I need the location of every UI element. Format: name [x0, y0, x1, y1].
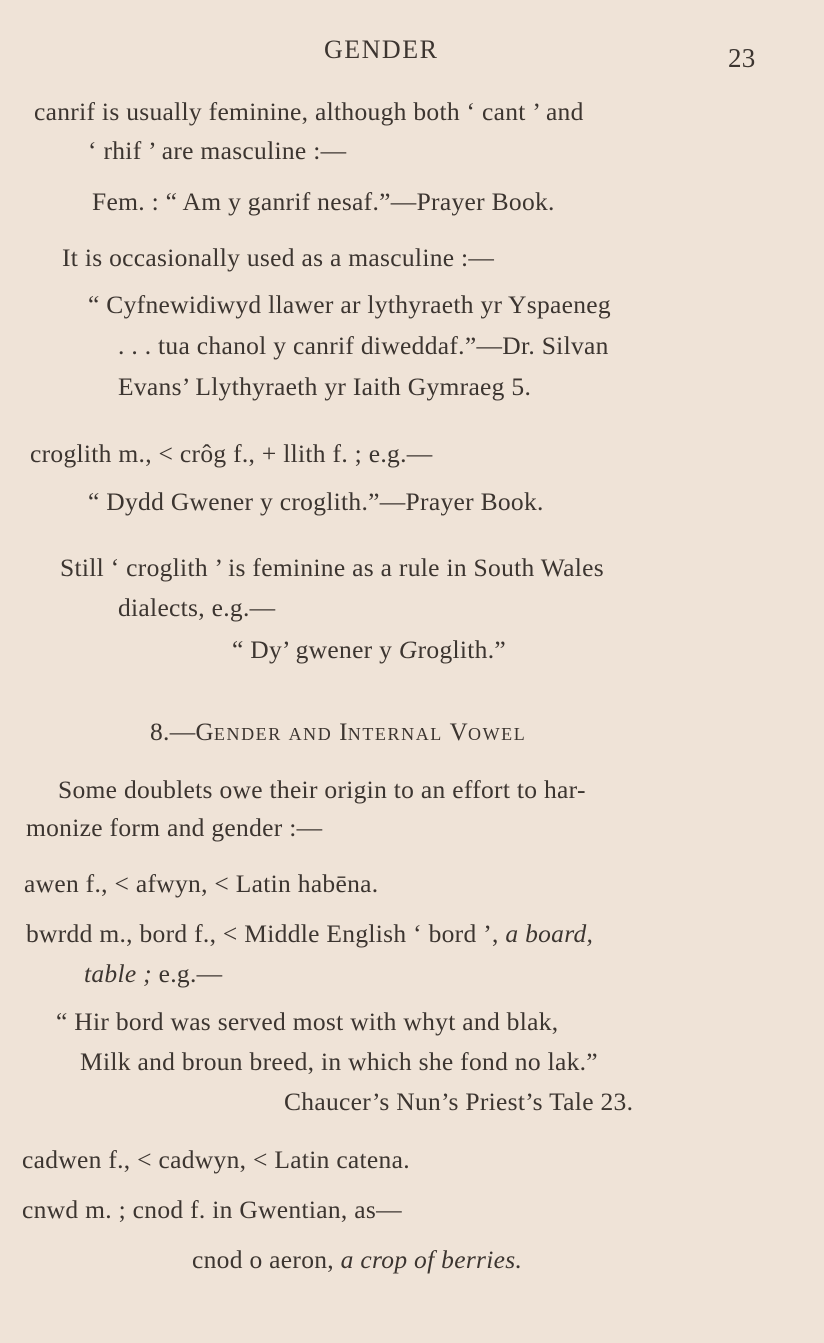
running-header: GENDER [324, 35, 439, 64]
italic-letter: G [398, 635, 418, 664]
entry-text: bwrdd m., bord f., < Middle English ‘ bord ’, [26, 919, 506, 948]
quotation-label: Fem. : [92, 187, 159, 216]
poem-citation: Chaucer’s Nun’s Priest’s Tale 23. [284, 1087, 634, 1116]
gloss: a board, [505, 919, 594, 948]
text-line: It is occasionally used as a masculine :— [62, 243, 495, 272]
quotation-line: . . . tua chanol y canrif diweddaf.”—Dr. Silvan [118, 331, 609, 360]
entry-text: e.g.— [151, 959, 223, 988]
page-number: 23 [728, 43, 756, 73]
quotation-line: “ Cyfnewidiwyd llawer ar lythyraeth yr Yspaeneg [88, 290, 611, 319]
heading-smallcaps: ENDER [213, 724, 282, 744]
example-text: cnod o aeron, [192, 1245, 341, 1274]
heading-smallcaps: NTERNAL [347, 724, 443, 744]
heading-smallcaps: OWEL [467, 724, 527, 744]
quotation-line [92, 186, 555, 218]
heading-smallcaps: AND [288, 724, 333, 744]
section-heading [150, 716, 526, 750]
entry-line [84, 958, 222, 990]
example-line [192, 1244, 522, 1276]
quotation-line: Evans’ Llythyraeth yr Iaith Gymraeg 5. [118, 372, 532, 401]
text-line: Some doublets owe their origin to an effort to har- [58, 775, 586, 804]
text-line: dialects, e.g.— [118, 593, 276, 622]
text-line: ‘ rhif ’ are masculine :— [88, 136, 347, 165]
heading-capital: G [195, 719, 214, 746]
quotation-text: roglith.” [417, 635, 506, 664]
quotation-text: “ Dy’ gwener y [232, 635, 399, 664]
entry-line: cnwd m. ; cnod f. in Gwentian, as— [22, 1195, 402, 1224]
text-line: monize form and gender :— [26, 813, 323, 842]
quotation-text: “ Am y ganrif nesaf.”—Prayer Book. [165, 187, 555, 216]
entry-line: croglith m., < crôg f., + llith f. ; e.g.— [30, 439, 433, 468]
entry-line: cadwen f., < cadwyn, < Latin catena. [22, 1145, 410, 1174]
entry-line: awen f., < afwyn, < Latin habēna. [24, 869, 379, 898]
gloss: a crop of berries. [340, 1245, 523, 1274]
heading-capital: V [449, 719, 468, 746]
quotation-line [232, 634, 506, 666]
entry-line [26, 918, 593, 950]
section-number: 8.— [150, 717, 196, 746]
heading-capital: I [339, 719, 348, 746]
poem-line: “ Hir bord was served most with whyt and blak, [56, 1007, 559, 1036]
gloss: table ; [84, 959, 152, 988]
quotation-line: “ Dydd Gwener y croglith.”—Prayer Book. [88, 487, 544, 516]
text-line: canrif is usually feminine, although both ‘ cant ’ and [34, 97, 584, 126]
text-line: Still ‘ croglith ’ is feminine as a rule in South Wales [60, 553, 604, 582]
poem-line: Milk and broun breed, in which she fond no lak.” [80, 1047, 598, 1076]
